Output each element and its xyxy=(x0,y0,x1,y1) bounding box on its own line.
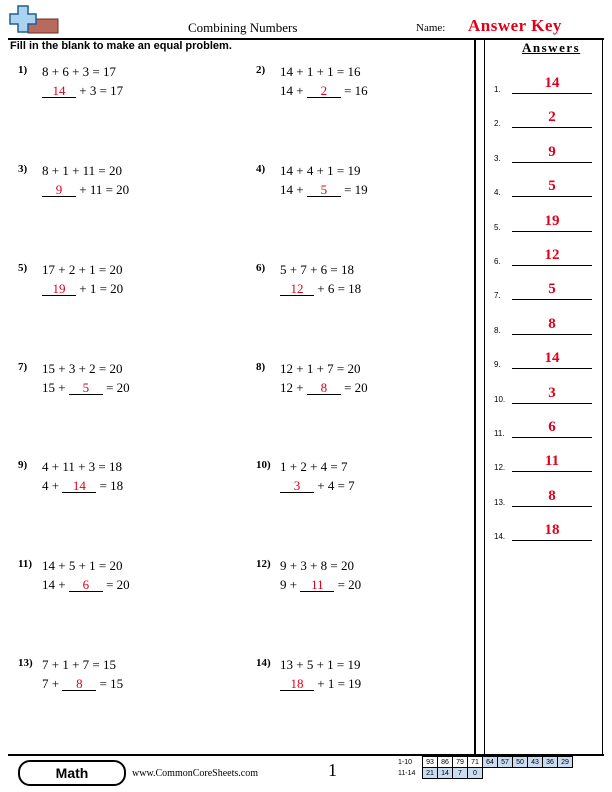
answer-line xyxy=(512,437,592,438)
answer-number: 7. xyxy=(494,291,501,301)
problem-equation: 12 + 1 + 7 = 20 xyxy=(280,361,361,376)
score-cell: 29 xyxy=(558,757,573,768)
answer-number: 5. xyxy=(494,222,501,232)
problem-14 xyxy=(256,657,476,717)
worksheet-title: Combining Numbers xyxy=(188,20,298,35)
problem-number: 8) xyxy=(256,361,266,373)
problem-5 xyxy=(18,262,238,322)
problem-equation: 17 + 2 + 1 = 20 xyxy=(42,262,123,277)
answer-row-7 xyxy=(494,280,600,300)
fill-prefix: 15 + xyxy=(42,380,69,395)
answer-number: 12. xyxy=(494,463,506,473)
fill-prefix: 14 + xyxy=(280,83,307,98)
problem-fill-line xyxy=(42,577,130,593)
answer-line xyxy=(512,299,592,300)
problem-fill-line xyxy=(42,83,123,99)
problem-fill-line xyxy=(280,182,368,198)
answer-value[interactable]: 6 xyxy=(548,419,556,435)
answer-line xyxy=(512,540,592,541)
score-cell: 64 xyxy=(483,757,498,768)
problem-12 xyxy=(256,558,476,618)
problem-number: 11) xyxy=(18,558,33,570)
fill-suffix: = 20 xyxy=(340,380,368,395)
problem-number: 4) xyxy=(256,163,266,175)
answer-value[interactable]: 14 xyxy=(544,75,560,91)
answer-value[interactable]: 18 xyxy=(544,522,560,539)
problem-equation: 5 + 7 + 6 = 18 xyxy=(280,262,354,277)
answer-number: 4. xyxy=(494,188,501,198)
answer-blank[interactable]: 5 xyxy=(307,184,341,197)
score-cell: 43 xyxy=(528,757,543,768)
problem-number: 2) xyxy=(256,64,266,76)
score-cell: 50 xyxy=(513,757,528,768)
problem-equation: 9 + 3 + 8 = 20 xyxy=(280,558,354,573)
answer-line xyxy=(512,265,592,266)
name-label: Name: xyxy=(416,22,446,34)
fill-prefix: 7 + xyxy=(42,676,63,691)
answer-number: 2. xyxy=(494,119,501,129)
answer-line xyxy=(512,403,592,404)
fill-suffix: = 16 xyxy=(340,83,368,98)
answer-value[interactable]: 2 xyxy=(548,109,556,126)
answer-value[interactable]: 14 xyxy=(544,350,560,367)
score-cell: 71 xyxy=(468,757,483,768)
problem-number: 14) xyxy=(256,657,271,669)
answer-row-2 xyxy=(494,108,600,128)
problem-equation: 8 + 1 + 11 = 20 xyxy=(42,163,123,178)
answer-number: 9. xyxy=(494,360,501,370)
fill-prefix: 14 + xyxy=(280,182,307,197)
problem-4 xyxy=(256,163,476,223)
answer-line xyxy=(512,334,592,335)
answer-row-8 xyxy=(494,315,600,335)
answer-value[interactable]: 8 xyxy=(548,487,556,504)
score-row-label: 11-14 xyxy=(398,769,416,777)
answer-blank[interactable]: 19 xyxy=(42,283,76,296)
score-row-label: 1-10 xyxy=(398,758,413,766)
answer-line xyxy=(512,93,592,94)
answer-blank[interactable]: 5 xyxy=(69,382,103,395)
fill-suffix: + 1 = 19 xyxy=(314,676,362,691)
fill-prefix: 4 + xyxy=(42,478,63,493)
answer-row-3 xyxy=(494,143,600,163)
fill-suffix: = 20 xyxy=(102,380,130,395)
answer-row-4 xyxy=(494,177,600,197)
answer-key-label: Answer Key xyxy=(468,16,562,35)
score-cell: 7 xyxy=(453,768,468,779)
problem-3 xyxy=(18,163,238,223)
problem-fill-line xyxy=(42,478,123,494)
answer-value[interactable]: 8 xyxy=(548,315,556,332)
problem-fill-line xyxy=(280,281,361,297)
answer-blank[interactable]: 3 xyxy=(280,480,314,493)
problem-number: 7) xyxy=(18,361,28,373)
problem-equation: 7 + 1 + 7 = 15 xyxy=(42,657,116,672)
problem-fill-line xyxy=(280,380,368,396)
answer-number: 13. xyxy=(494,497,506,507)
answer-number: 14. xyxy=(494,532,506,542)
fill-suffix: = 15 xyxy=(96,676,124,691)
answer-line xyxy=(512,196,592,197)
answer-blank[interactable]: 8 xyxy=(307,382,341,395)
problem-fill-line xyxy=(280,83,368,99)
answer-number: 11. xyxy=(494,429,505,438)
problem-equation: 15 + 3 + 2 = 20 xyxy=(42,361,123,376)
answer-line xyxy=(512,506,592,507)
instructions: Fill in the blank to make an equal problem. xyxy=(10,40,232,52)
answer-blank[interactable]: 14 xyxy=(62,480,96,493)
problem-number: 6) xyxy=(256,262,266,274)
score-cell: 86 xyxy=(438,757,453,768)
answer-number: 1. xyxy=(494,85,501,94)
score-table xyxy=(396,756,573,779)
score-cell: 93 xyxy=(423,757,438,768)
answer-line xyxy=(512,127,592,128)
answer-blank[interactable]: 18 xyxy=(280,678,314,691)
answers-heading: Answers xyxy=(522,40,581,55)
problem-8 xyxy=(256,361,476,421)
answer-value[interactable]: 11 xyxy=(544,453,560,470)
fill-prefix: 9 + xyxy=(280,577,301,592)
fill-suffix: = 20 xyxy=(102,577,130,592)
problem-13 xyxy=(18,657,238,717)
answer-row-14 xyxy=(494,521,600,541)
fill-suffix: + 4 = 7 xyxy=(314,478,355,493)
answer-blank[interactable]: 9 xyxy=(42,184,76,197)
score-cell: 21 xyxy=(423,768,438,779)
answer-blank[interactable]: 6 xyxy=(69,579,103,592)
answer-value[interactable]: 5 xyxy=(548,281,556,298)
problem-number: 10) xyxy=(256,459,271,471)
problem-fill-line xyxy=(42,182,129,198)
fill-suffix: = 20 xyxy=(334,577,362,592)
answer-row-11 xyxy=(494,418,600,438)
column-divider xyxy=(484,38,485,754)
problem-number: 5) xyxy=(18,262,28,274)
fill-suffix: = 19 xyxy=(340,182,368,197)
problem-equation: 8 + 6 + 3 = 17 xyxy=(42,64,116,79)
problem-number: 1) xyxy=(18,64,28,76)
answer-blank[interactable]: 12 xyxy=(280,283,314,296)
problem-fill-line xyxy=(42,281,123,297)
answer-blank[interactable]: 11 xyxy=(300,579,334,592)
problem-6 xyxy=(256,262,476,322)
fill-suffix: + 3 = 17 xyxy=(76,83,124,98)
fill-prefix: 12 + xyxy=(280,380,307,395)
answer-line xyxy=(512,231,592,232)
answer-number: 3. xyxy=(494,153,501,163)
problem-1 xyxy=(18,64,238,124)
answer-value[interactable]: 9 xyxy=(548,143,556,160)
problem-11 xyxy=(18,558,238,618)
score-cell: 0 xyxy=(468,768,483,779)
answer-blank[interactable]: 2 xyxy=(307,85,341,98)
answer-row-1 xyxy=(494,74,600,94)
answer-row-10 xyxy=(494,384,600,404)
problem-7 xyxy=(18,361,238,421)
problem-fill-line xyxy=(42,380,130,396)
problem-number: 13) xyxy=(18,657,33,669)
answer-row-9 xyxy=(494,349,600,369)
answer-number: 10. xyxy=(494,394,506,404)
answer-blank[interactable]: 8 xyxy=(62,678,96,691)
problem-fill-line xyxy=(280,676,361,692)
answer-number: 6. xyxy=(494,257,501,266)
fill-suffix: + 11 = 20 xyxy=(76,182,130,197)
answer-blank[interactable]: 14 xyxy=(42,85,76,98)
problem-2 xyxy=(256,64,476,124)
answer-row-5 xyxy=(494,212,600,232)
answer-line xyxy=(512,368,592,369)
score-cell: 57 xyxy=(498,757,513,768)
problem-number: 3) xyxy=(18,163,28,175)
problem-equation: 1 + 2 + 4 = 7 xyxy=(280,459,348,474)
fill-prefix: 14 + xyxy=(42,577,69,592)
answer-row-12 xyxy=(494,452,600,472)
answer-value[interactable]: 5 xyxy=(548,178,556,195)
answer-value[interactable]: 12 xyxy=(544,247,560,263)
answer-row-13 xyxy=(494,487,600,507)
problem-10 xyxy=(256,459,476,519)
problem-fill-line xyxy=(280,478,355,494)
fill-suffix: = 18 xyxy=(96,478,124,493)
problem-equation: 14 + 4 + 1 = 19 xyxy=(280,163,361,178)
problem-equation: 14 + 5 + 1 = 20 xyxy=(42,558,123,573)
page-number: 1 xyxy=(328,760,337,780)
logo xyxy=(4,2,60,38)
problem-fill-line xyxy=(280,577,361,593)
answer-number: 8. xyxy=(494,325,501,335)
problem-equation: 14 + 1 + 1 = 16 xyxy=(280,64,361,79)
problem-equation: 13 + 5 + 1 = 19 xyxy=(280,657,361,672)
subject-badge: Math xyxy=(18,760,126,786)
right-border xyxy=(602,38,603,754)
answer-value[interactable]: 19 xyxy=(544,212,560,229)
problem-number: 12) xyxy=(256,558,271,570)
problem-equation: 4 + 11 + 3 = 18 xyxy=(42,459,123,474)
fill-suffix: + 6 = 18 xyxy=(314,281,362,296)
problem-fill-line xyxy=(42,676,123,692)
problem-9 xyxy=(18,459,238,519)
fill-suffix: + 1 = 20 xyxy=(76,281,124,296)
problem-number: 9) xyxy=(18,459,28,471)
score-cell: 14 xyxy=(438,768,453,779)
answer-value[interactable]: 3 xyxy=(548,384,556,401)
score-cell: 36 xyxy=(543,757,558,768)
score-cell: 79 xyxy=(453,757,468,768)
answer-line xyxy=(512,162,592,163)
answer-row-6 xyxy=(494,246,600,266)
answer-line xyxy=(512,471,592,472)
site-url: www.CommonCoreSheets.com xyxy=(132,768,259,779)
